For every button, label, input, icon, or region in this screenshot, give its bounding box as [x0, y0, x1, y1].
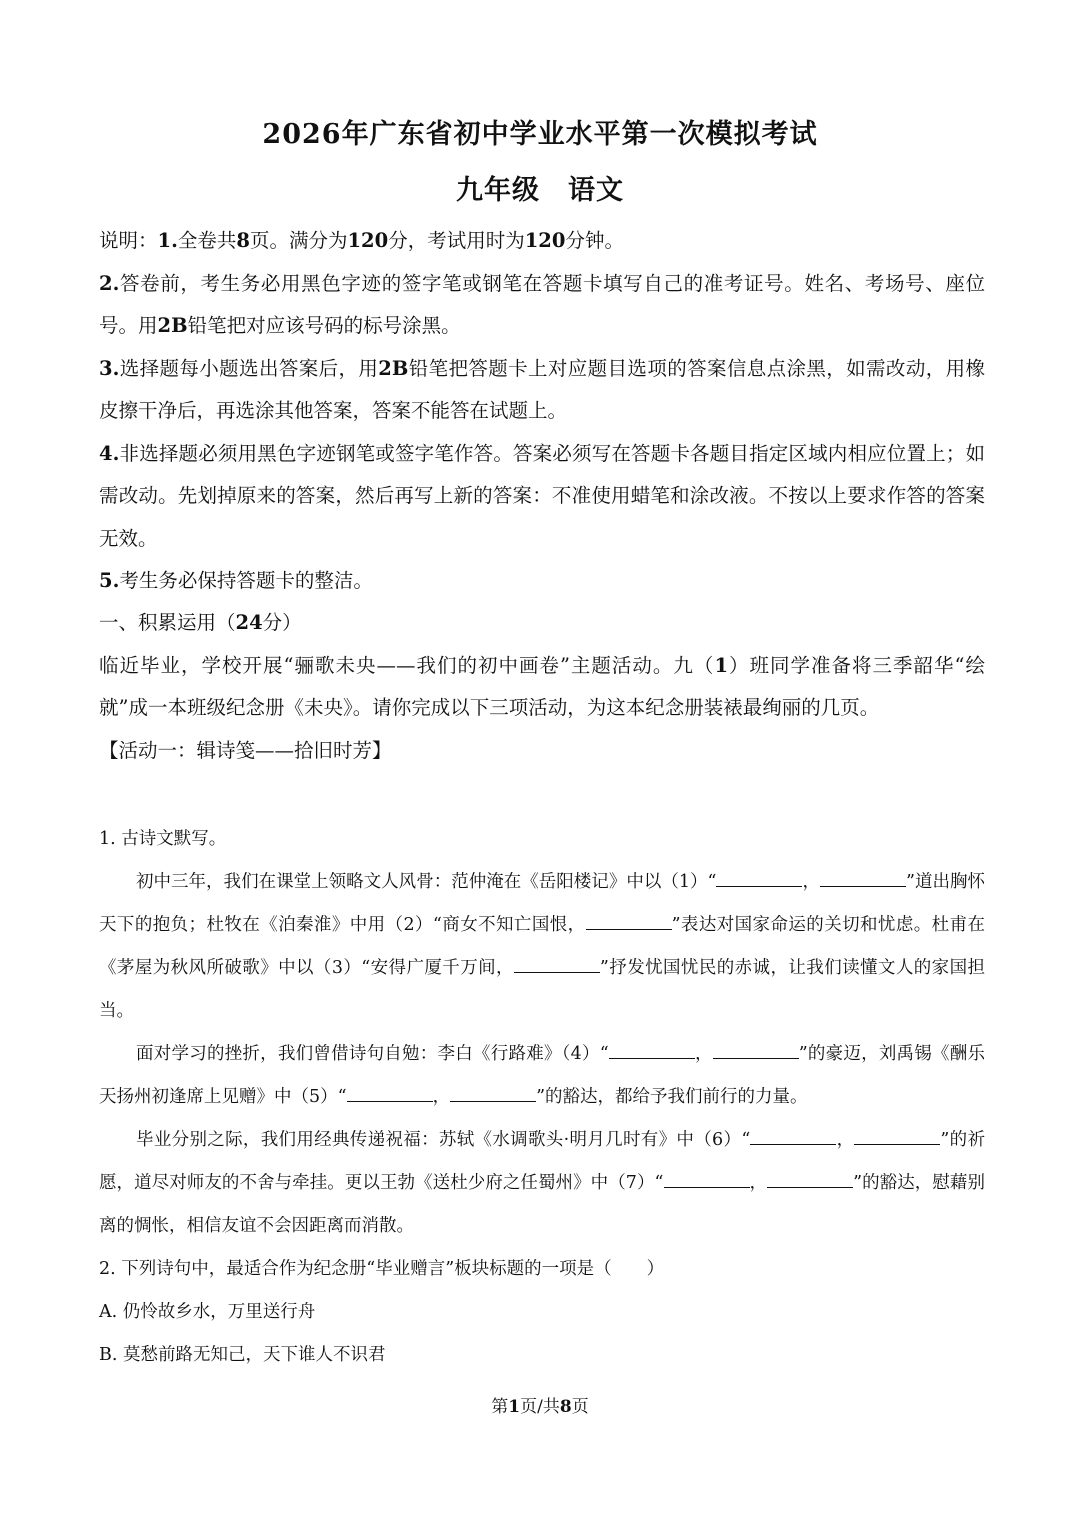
question-text: ”的豁达，慰藉别离的惆怅，相信友谊不会因距离而消散。: [99, 1173, 985, 1236]
instruction-4: [99, 433, 985, 561]
instruction-text: 铅笔把对应该号码的标号涂黑。: [187, 314, 461, 337]
answer-blank[interactable]: [347, 1084, 433, 1102]
answer-blank[interactable]: [854, 1127, 940, 1145]
answer-blank[interactable]: [767, 1170, 853, 1188]
instruction-text: 全卷共: [177, 229, 237, 252]
total-pages: 8: [559, 1397, 572, 1417]
instruction-text: 考生务必保持答题卡的整洁。: [119, 569, 373, 592]
section-1: [99, 602, 985, 772]
footer-text: 页: [571, 1397, 589, 1417]
comma: ，: [749, 1173, 768, 1193]
instruction-number: 3.: [99, 356, 120, 380]
exam-duration: 120: [524, 229, 566, 252]
intro-text: ）班同学准备将三季韶华“绘就”成一本班级纪念册《未央》。请你完成以下三项活动，为这本纪念册装裱最绚丽的几页。: [99, 653, 985, 719]
question-1-paragraph-1: [99, 861, 985, 1033]
question-text: 毕业分别之际，我们用经典传递祝福：苏轼《水调歌头·明月几时有》中（6）“: [136, 1130, 751, 1150]
section-heading-text: 一、积累运用（: [99, 611, 236, 634]
pencil-grade: 2B: [378, 356, 409, 380]
instruction-number: 1.: [157, 229, 178, 252]
question-2-stem: 2. 下列诗句中，最适合作为纪念册“毕业赠言”板块标题的一项是（ ）: [99, 1259, 665, 1279]
question-text: ”的豁达，都给予我们前行的力量。: [536, 1087, 808, 1107]
instruction-number: 5.: [99, 569, 120, 592]
instruction-5: [99, 560, 985, 603]
answer-blank[interactable]: [713, 1041, 799, 1059]
answer-blank[interactable]: [716, 869, 802, 887]
instruction-3: [99, 348, 985, 433]
instruction-text: 非选择题必须用黑色字迹钢笔或签字笔作答。答案必须写在答题卡各题目指定区域内相应位置上；如需改动。先划掉原来的答案，然后再写上新的答案：不准使用蜡笔和涂改液。不按以上要求作答的答案无效。: [99, 441, 985, 550]
question-text: ”表达对国家命运的关切和忧虑。杜甫在《茅屋为秋风所破歌》中以（3）“安得广厦千万间，: [99, 915, 985, 978]
section-score: 24: [235, 611, 263, 634]
question-area: [99, 818, 985, 1377]
comma: ，: [694, 1044, 713, 1064]
current-page: 1: [508, 1397, 521, 1417]
comma: ，: [836, 1130, 855, 1150]
class-number: 1: [714, 653, 729, 677]
instruction-label: 说明：: [99, 229, 158, 252]
instruction-2: [99, 263, 985, 348]
page-count: 8: [236, 229, 250, 252]
instruction-text: 分，考试用时为: [388, 229, 525, 252]
instruction-text: 答卷前，考生务必用黑色字迹的签字笔或钢笔在答题卡填写自己的准考证号。姓名、考场号、座位号。用: [99, 271, 985, 337]
answer-blank[interactable]: [514, 955, 600, 973]
instruction-text: 页。满分为: [249, 229, 348, 252]
exam-title: 2026年广东省初中学业水平第一次模拟考试: [262, 119, 818, 150]
question-1-paragraph-3: [99, 1119, 985, 1248]
intro-text: 临近毕业，学校开展“骊歌未央——我们的初中画卷”主题活动。九（: [99, 653, 715, 677]
instruction-text: 分钟。: [565, 229, 624, 252]
instructions: [99, 220, 985, 603]
pencil-grade: 2B: [157, 314, 188, 337]
question-text: 面对学习的挫折，我们曾借诗句自勉：李白《行路难》（4）“: [136, 1044, 609, 1064]
answer-blank[interactable]: [586, 912, 672, 930]
question-2-option-a: A. 仍怜故乡水，万里送行舟: [99, 1302, 316, 1322]
answer-blank[interactable]: [750, 1127, 836, 1145]
answer-blank[interactable]: [609, 1041, 695, 1059]
instruction-1: [99, 220, 985, 263]
answer-blank[interactable]: [820, 869, 906, 887]
section-heading: [99, 602, 985, 645]
question-text: ”抒发忧国忧民的赤诚，让我们读懂文人的家国担当。: [99, 958, 985, 1021]
instruction-text: 选择题每小题选出答案后，用: [119, 356, 379, 380]
question-text: ”的豪迈，刘禹锡《酬乐天扬州初逢席上见赠》中（5）“: [99, 1044, 985, 1107]
question-1-paragraph-2: [99, 1033, 985, 1119]
comma: ，: [432, 1087, 451, 1107]
footer-text: 第: [491, 1397, 509, 1417]
section-heading-text: 分）: [262, 611, 302, 634]
full-score: 120: [347, 229, 389, 252]
question-text: ”道出胸怀天下的抱负；杜牧在《泊秦淮》中用（2）“商女不知亡国恨，: [99, 872, 986, 935]
question-1-stem: 1. 古诗文默写。: [99, 829, 227, 849]
answer-blank[interactable]: [664, 1170, 750, 1188]
question-text: 初中三年，我们在课堂上领略文人风骨：范仲淹在《岳阳楼记》中以（1）“: [136, 872, 717, 892]
question-text: ”的祈愿，道尽对师友的不舍与牵挂。更以王勃《送杜少府之任蜀州》中（7）“: [99, 1130, 985, 1193]
instruction-number: 2.: [99, 271, 120, 295]
instruction-number: 4.: [99, 441, 120, 465]
exam-subtitle: 九年级 语文: [456, 175, 624, 206]
section-intro: [99, 645, 985, 730]
instruction-text: 铅笔把答题卡上对应题目选项的答案信息点涂黑，如需改动，用橡皮擦干净后，再选涂其他答案，答案不能答在试题上。: [99, 356, 985, 422]
footer-text: 页/共: [520, 1397, 560, 1417]
question-2-option-b: B. 莫愁前路无知己，天下谁人不识君: [99, 1345, 386, 1365]
page-footer: [0, 1392, 1080, 1417]
activity-1-heading: 【活动一：辑诗笺——拾旧时芳】: [99, 738, 392, 762]
answer-blank[interactable]: [450, 1084, 536, 1102]
comma: ，: [802, 872, 821, 892]
